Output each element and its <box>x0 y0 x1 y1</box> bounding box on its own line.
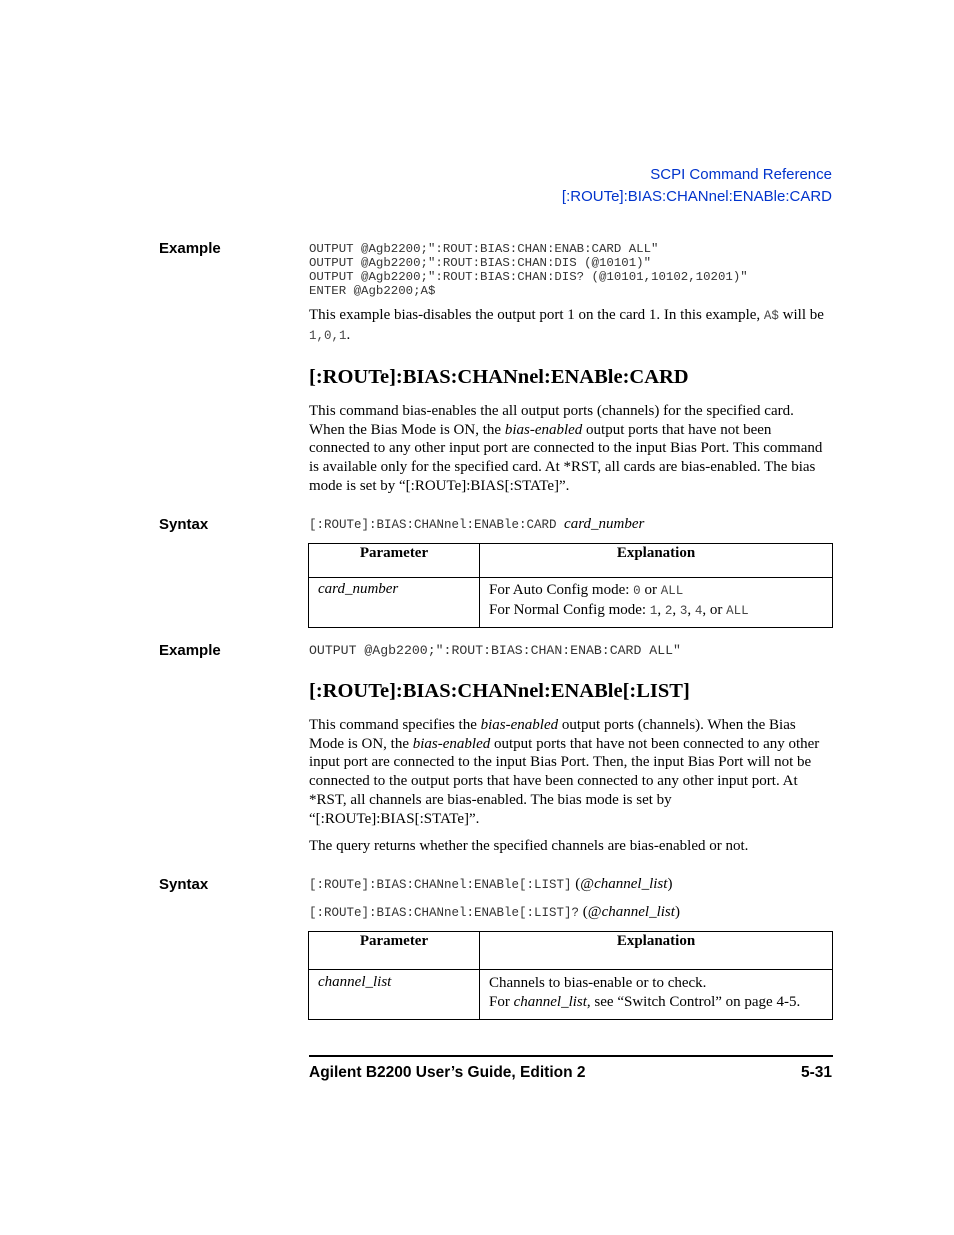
emphasis: bias-enabled <box>480 717 559 733</box>
text: will be <box>778 307 824 323</box>
text: output ports that have not been connected to any other input port are connected to the input Bias Port. Then, the input Bias Port will not be connected to the output ports that have been connected to any other input port. At *RST, all channels are bias-enabled. The bias mode is set by “[:ROUTe]:BIAS[:STATe]”. <box>309 735 820 827</box>
code-line: OUTPUT @Agb2200;":ROUT:BIAS:CHAN:DIS (@10101)" <box>309 256 652 270</box>
syntax-code: [:ROUTe]:BIAS:CHANnel:ENABle:CARD <box>309 518 557 532</box>
value: ALL <box>660 584 684 598</box>
explanation-line: Channels to bias-enable or to check. <box>489 975 707 991</box>
value: 0 <box>633 584 641 598</box>
text: For Normal Config mode: <box>489 602 650 618</box>
text: This command bias-enables the all output ports (channels) for the specified card. When the Bias Mode is ON, the <box>309 403 794 438</box>
table-header-parameter: Parameter <box>309 932 480 970</box>
inline-code: A$ <box>763 309 779 323</box>
code-line: OUTPUT @Agb2200;":ROUT:BIAS:CHAN:ENAB:CARD ALL" <box>309 643 681 658</box>
param-name: channel_list <box>318 974 392 990</box>
example-description <box>309 306 833 345</box>
text: For Auto Config mode: <box>489 582 634 598</box>
text: For <box>489 994 514 1010</box>
syntax-line-list-query <box>309 904 680 921</box>
example-code-block <box>309 242 748 298</box>
emphasis: channel_list <box>513 994 587 1010</box>
param-name: card_number <box>318 581 399 597</box>
syntax-line-card <box>309 516 644 533</box>
text: , <box>672 602 680 618</box>
auto-config-line <box>489 581 824 601</box>
text: output ports that have not been connected to any other input port are connected to the input Bias Port. This command is available only for the specified card. At *RST, all cards are bias-enabled. The bias mode is set by “[:ROUTe]:BIAS[:STATe]”. <box>309 421 823 494</box>
table-header-parameter: Parameter <box>309 544 480 578</box>
parameter-table-list <box>308 931 833 1020</box>
text: ) <box>674 904 680 920</box>
text: This example bias-disables the output port 1 on the card 1. In this example, <box>309 307 764 323</box>
command-description-card <box>309 402 833 496</box>
text: , <box>657 602 665 618</box>
value: 1 <box>649 604 658 618</box>
value: 2 <box>664 604 673 618</box>
table-header-explanation: Explanation <box>480 932 833 970</box>
footer-title: Agilent B2200 User’s Guide, Edition 2 <box>309 1064 586 1081</box>
normal-config-line <box>489 601 824 621</box>
parameter-table-card <box>308 543 833 628</box>
syntax-label: Syntax <box>159 516 209 533</box>
footer-rule <box>309 1055 833 1057</box>
table-header-explanation: Explanation <box>480 544 833 578</box>
inline-code: 1,0,1 <box>309 328 347 343</box>
command-description-list <box>309 716 833 828</box>
syntax-line-list <box>309 876 672 893</box>
syntax-param: channel_list <box>594 876 668 892</box>
table-cell-explanation <box>480 970 833 1020</box>
syntax-code: [:ROUTe]:BIAS:CHANnel:ENABle[:LIST]? <box>309 906 580 920</box>
text: (@ <box>571 876 595 892</box>
code-line: OUTPUT @Agb2200;":ROUT:BIAS:CHAN:DIS? (@10101,10102,10201)" <box>309 270 748 284</box>
text: , <box>687 602 695 618</box>
syntax-param: card_number <box>564 516 645 532</box>
header-section-title: SCPI Command Reference <box>650 166 832 183</box>
text: , or <box>702 602 727 618</box>
syntax-param: channel_list <box>601 904 675 920</box>
code-line: OUTPUT @Agb2200;":ROUT:BIAS:CHAN:ENAB:CARD ALL" <box>309 242 659 256</box>
example-label: Example <box>159 240 221 257</box>
text: , see “Switch Control” on page 4-5. <box>586 994 801 1010</box>
syntax-label-2: Syntax <box>159 876 209 893</box>
table-cell-explanation <box>480 578 833 628</box>
value: ALL <box>726 604 749 618</box>
text: (@ <box>579 904 602 920</box>
command-heading-card: [:ROUTe]:BIAS:CHANnel:ENABle:CARD <box>309 366 689 388</box>
value: 4 <box>694 604 703 618</box>
emphasis: bias-enabled <box>504 421 583 438</box>
emphasis: bias-enabled <box>412 735 491 752</box>
header-command-title: [:ROUTe]:BIAS:CHANnel:ENABle:CARD <box>561 188 832 205</box>
text: output ports (channels). When the Bias Mode is ON, the <box>309 717 796 752</box>
text: This command specifies the <box>309 717 481 733</box>
explanation-line <box>489 993 824 1012</box>
text: ) <box>667 876 673 892</box>
code-line: ENTER @Agb2200;A$ <box>309 284 436 298</box>
query-description: The query returns whether the specified channels are bias-enabled or not. <box>309 838 749 854</box>
example-code-card <box>309 642 681 659</box>
value: 3 <box>679 604 688 618</box>
text: . <box>346 326 351 343</box>
table-cell-param <box>309 970 480 1020</box>
command-heading-list: [:ROUTe]:BIAS:CHANnel:ENABle[:LIST] <box>309 680 690 702</box>
page-number: 5-31 <box>800 1064 832 1081</box>
example-label-2: Example <box>159 642 221 659</box>
table-cell-param <box>309 578 480 628</box>
syntax-code: [:ROUTe]:BIAS:CHANnel:ENABle[:LIST] <box>309 878 572 892</box>
text: or <box>640 582 661 598</box>
